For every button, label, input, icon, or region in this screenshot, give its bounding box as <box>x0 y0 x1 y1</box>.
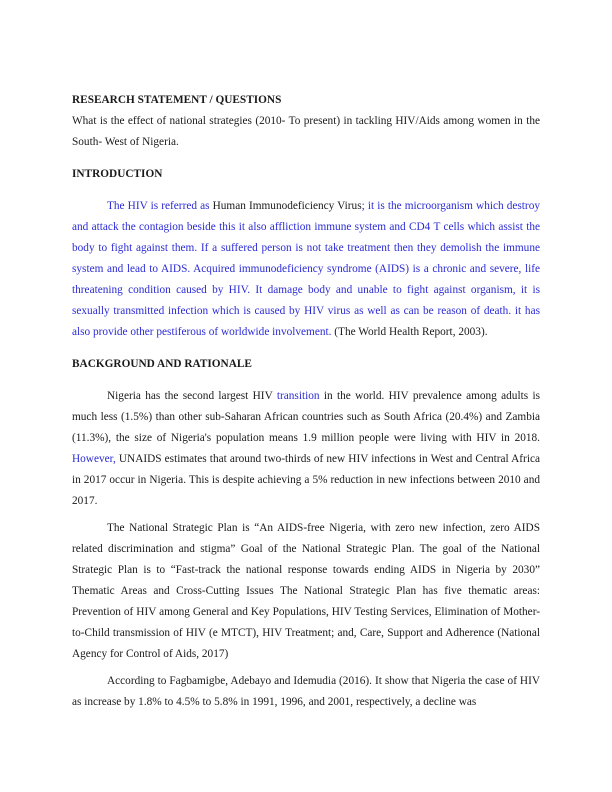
research-heading: RESEARCH STATEMENT / QUESTIONS <box>72 94 282 106</box>
bg-p1-blue-however: However, <box>72 453 116 465</box>
intro-text-blue-a: The HIV is referred as <box>107 200 213 212</box>
document-page <box>72 90 540 713</box>
intro-text-blue-b: ; it is the microorganism which destroy and attack the contagion beside this it also affliction immune system and CD4 T cells which assist the body to fight against them. If a suffered person is not take treatment then they demolish the immune system and lead to AIDS. Acquired immunodeficiency syndrome (AIDS) is a chronic and severe, life threatening condition caused by HIV. It damage body and unable to fight against organism, it is sexually transmitted infection which is caused by HIV virus as well as can be reason of death. it has also provide other pestiferous of worldwide involvement. <box>72 200 540 338</box>
intro-citation: (The World Health Report, 2003). <box>331 326 488 338</box>
bg-p1-blue-transition: transition <box>276 390 320 402</box>
bg-p1-text-b: in the world. HIV prevalence among adults is much less (1.5%) than other sub-Saharan African countries such as South Africa (20.4%) and Zambia (11.3%), the size of Nigeria's population means 1.9 million people were living with HIV in 2018. <box>72 390 540 444</box>
intro-text-black-a: Human Immunodeficiency Virus <box>212 200 362 212</box>
background-heading: BACKGROUND AND RATIONALE <box>72 358 252 370</box>
bg-p1-text-c: UNAIDS estimates that around two-thirds of new HIV infections in West and Central Africa in 2017 occur in Nigeria. This is despite achieving a 5% reduction in new infections between 2010 and 2017. <box>72 453 540 507</box>
background-paragraph-2: The National Strategic Plan is “An AIDS-free Nigeria, with zero new infection, zero AIDS related discrimination and stigma” Goal of the National Strategic Plan. The goal of the National Strategic Plan is to “Fast-track the national response towards ending AIDS in Nigeria by 2030” Thematic Areas and Cross-Cutting Issues The National Strategic Plan has five thematic areas: Prevention of HIV among General and Key Populations, HIV Testing Services, Elimination of Mother-to-Child transmission of HIV (e MTCT), HIV Treatment; and, Care, Support and Adherence (National Agency for Control of Aids, 2017) <box>72 522 540 660</box>
background-paragraph-1 <box>72 386 540 512</box>
introduction-heading: INTRODUCTION <box>72 168 163 180</box>
introduction-paragraph <box>72 196 540 343</box>
bg-p1-text-a: Nigeria has the second largest HIV <box>107 390 277 402</box>
background-paragraph-3: According to Fagbamigbe, Adebayo and Idemudia (2016). It show that Nigeria the case of HIV as increase by 1.8% to 4.5% to 5.8% in 1991, 1996, and 2001, respectively, a decline was <box>72 675 540 708</box>
research-question: What is the effect of national strategies (2010- To present) in tackling HIV/Aids among women in the South- West of Nigeria. <box>72 115 540 148</box>
